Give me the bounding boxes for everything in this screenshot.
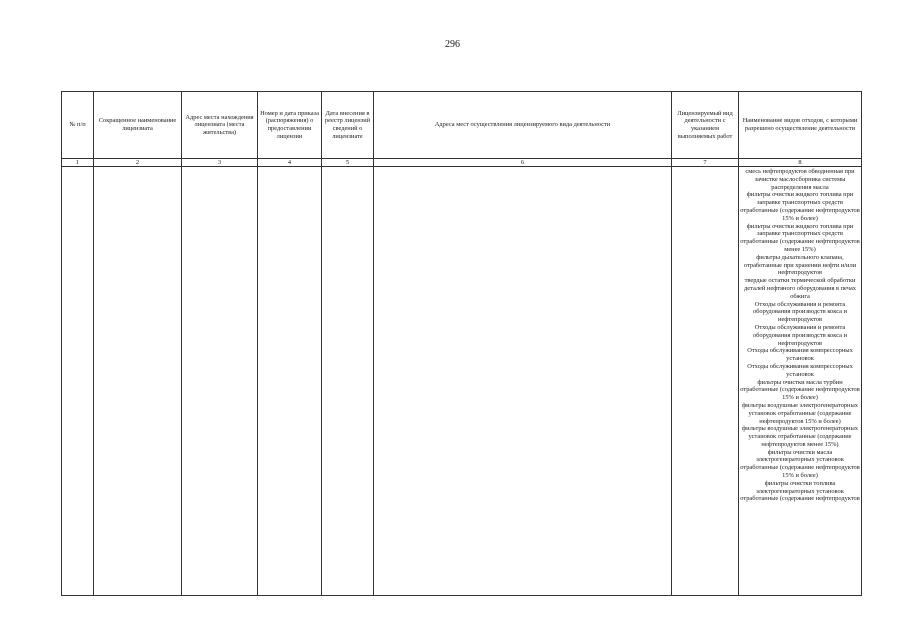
list-item: фильтры воздушные электрогенераторных [742,401,858,409]
list-item: установок отработанные (содержание [748,409,852,417]
list-item: отработанные (содержание нефтепродуктов [740,386,860,394]
list-item: фильтры очистки жидкого топлива при [746,222,854,230]
list-item: Отходы обслуживания компрессорных [747,347,853,355]
list-item: Отходы обслуживания и ремонта [754,300,846,308]
list-item: фильтры дыхательного клапана, [756,253,844,261]
cell-registry-date [322,167,374,596]
page-number: 296 [445,39,460,50]
list-item: отработанные (содержание нефтепродуктов [740,238,860,246]
header-activity-addresses: Адреса мест осуществления лицензируемого вида деятельности [374,92,672,159]
list-item: деталей нефтяного оборудования в печах [744,284,856,292]
list-item: нефтепродуктов [777,339,823,347]
list-item: твердые остатки термической обработки [744,277,856,285]
list-item: Отходы обслуживания и ремонта [754,323,846,331]
list-item: нефтепродуктов [777,269,823,277]
cell-order-number-date [258,167,322,596]
list-item: фильтры очистки жидкого топлива при [746,191,854,199]
column-number: 1 [62,159,94,167]
column-number-row [62,159,862,167]
column-number: 3 [182,159,258,167]
list-item: Отходы обслуживания компрессорных [747,362,853,370]
list-item: установок [786,370,814,378]
list-item: установок отработанные (содержание [748,433,852,441]
list-item: оборудования производств кокса и [752,308,848,316]
header-row-number: № п/п [62,92,94,159]
list-item: электрогенераторных установок [756,487,844,495]
column-number: 7 [672,159,739,167]
cell-activity-addresses [374,167,672,596]
list-item: смесь нефтепродуктов обводненная при [745,168,855,175]
column-number: 8 [739,159,862,167]
header-licensee-name: Сокращенное наименование лицензиата [94,92,182,159]
list-item: заправке транспортных средств [757,230,843,238]
list-item: менее 15%) [784,245,816,253]
cell-licensee-address [182,167,258,596]
list-item: отработанные при хранении нефти и/или [743,261,857,269]
column-number: 5 [322,159,374,167]
list-item: фильтры воздушные электрогенераторных [742,425,858,433]
cell-row-number [62,167,94,596]
cell-waste-types [739,167,862,596]
list-item: 15% и более) [782,394,818,402]
list-item: обжига [790,292,810,300]
header-waste-types: Наименование видов отходов, с которыми разрешено осуществление деятельности [739,92,862,159]
list-item: отработанные (содержание нефтепродуктов [740,464,860,472]
list-item: отработанные (содержание нефтепродуктов [740,206,860,214]
header-order-number-date: Номер и дата приказа (распоряжения) о предоставлении лицензии [258,92,322,159]
list-item: нефтепродуктов менее 15%) [761,440,839,448]
list-item: установок [786,355,814,363]
list-item: отработанные (содержание нефтепродуктов [740,495,860,503]
column-number: 4 [258,159,322,167]
list-item: оборудования производств кокса и [752,331,848,339]
column-number: 2 [94,159,182,167]
list-item: электрогенераторных установок [756,456,844,464]
list-item: зачистке маслосборника системы [754,175,846,183]
list-item: нефтепродуктов [777,316,823,324]
list-item: заправке транспортных средств [757,199,843,207]
header-registry-date: Дата внесения в реестр лицензий сведений о лицензиате [322,92,374,159]
list-item: фильтры очистки масла турбин [757,378,843,386]
column-number: 6 [374,159,672,167]
waste-types-list [740,167,860,503]
header-licensee-address: Адрес места нахождения лицензиата (места жительства) [182,92,258,159]
cell-licensee-name [94,167,182,596]
list-item: распределения масла [771,183,829,191]
list-item: фильтры очистки топлива [764,479,836,487]
list-item: нефтепродуктов 15% и более) [759,417,841,425]
table-row [62,167,862,596]
cell-licensed-activity [672,167,739,596]
header-row [62,92,862,159]
list-item: фильтры очистки масла [767,448,833,456]
list-item: 15% и более) [782,214,818,222]
license-registry-table [61,91,862,596]
list-item: 15% и более) [782,472,818,480]
header-licensed-activity: Лицензируемый вид деятельности с указанием выполняемых работ [672,92,739,159]
